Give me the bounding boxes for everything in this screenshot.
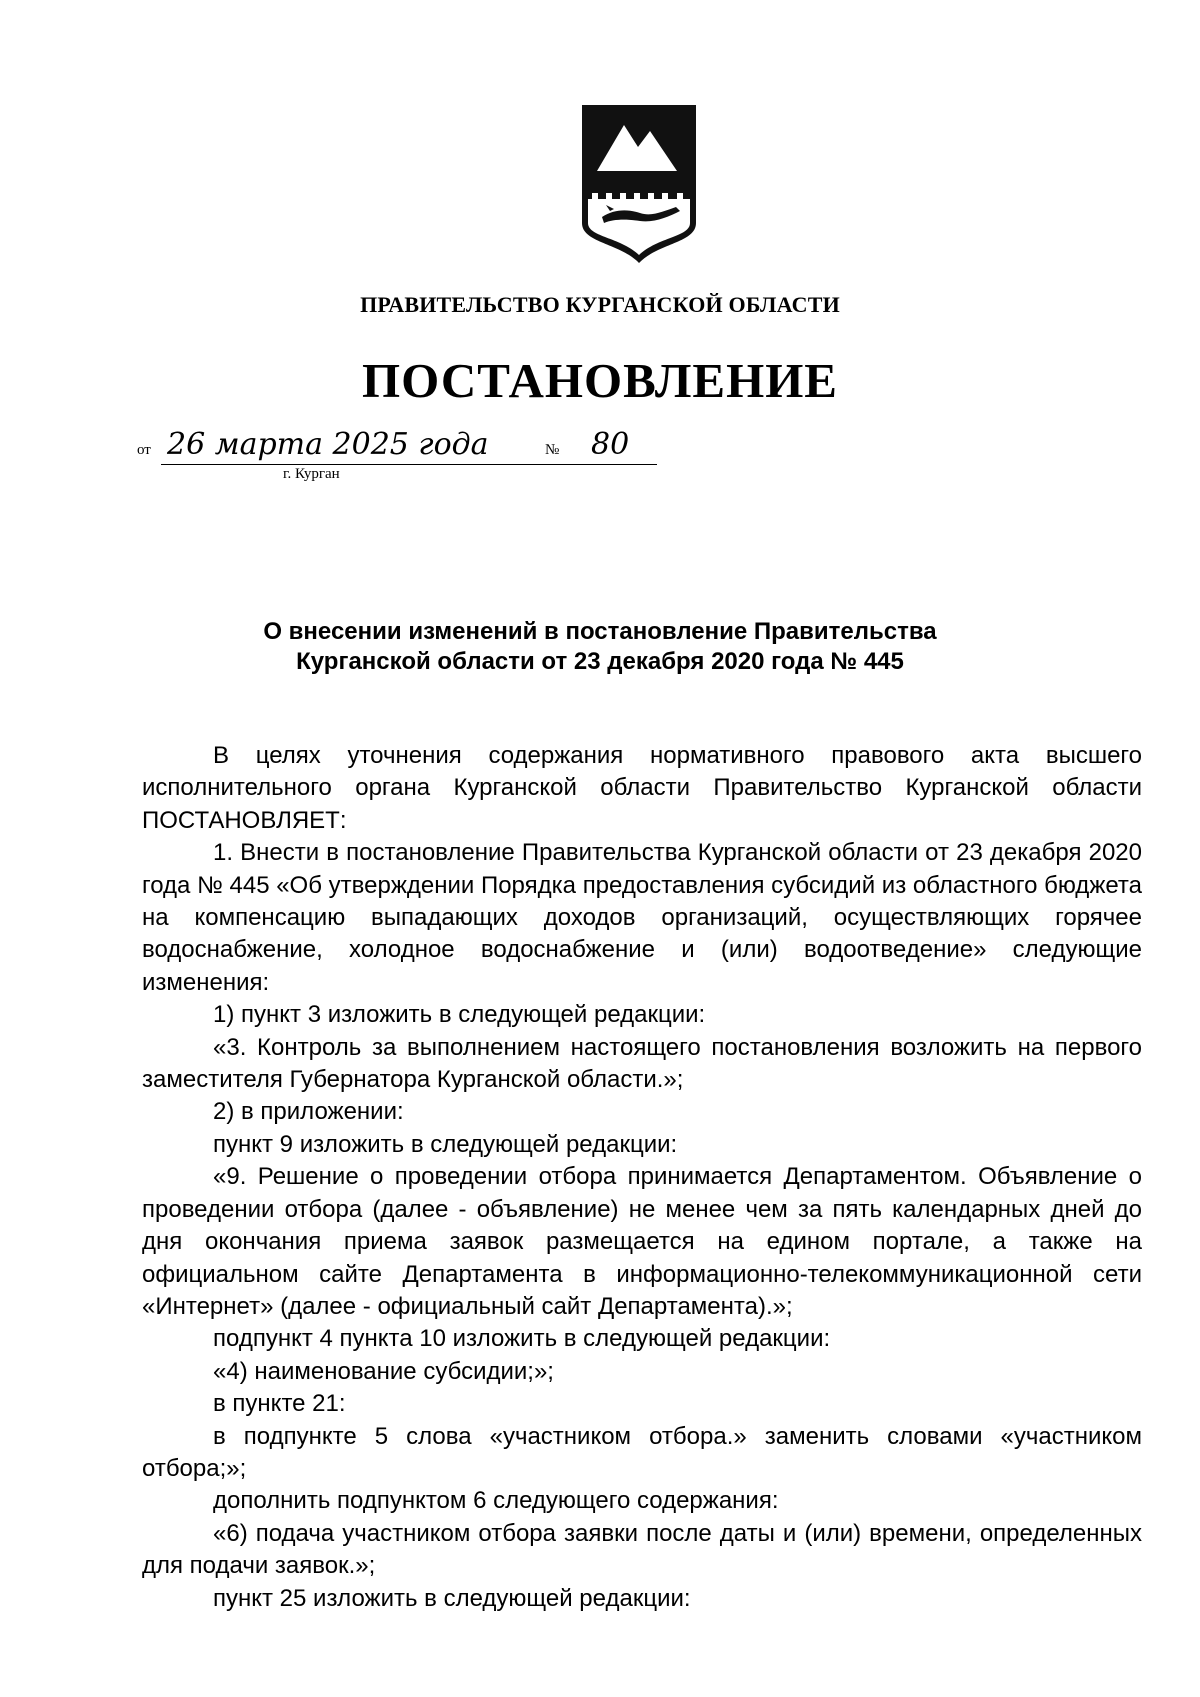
coat-of-arms-icon — [580, 105, 698, 263]
number-label: № — [545, 442, 560, 458]
date-prefix: от — [137, 442, 151, 458]
document-requisites — [137, 427, 657, 493]
paragraph: подпункт 4 пункта 10 изложить в следующей редакции: — [213, 1325, 831, 1353]
organization-name: ПРАВИТЕЛЬСТВО КУРГАНСКОЙ ОБЛАСТИ — [360, 292, 840, 317]
paragraph: «4) наименование субсидии;»; — [213, 1357, 554, 1385]
document-date: 26 марта 2025 года — [167, 427, 489, 462]
document-city: г. Курган — [283, 466, 340, 482]
document-title — [0, 617, 1200, 677]
paragraph: пункт 25 изложить в следующей редакции: — [213, 1584, 691, 1612]
paragraph: пункт 9 изложить в следующей редакции: — [213, 1130, 678, 1158]
paragraph: В целях уточнения содержания нормативного правового акта высшего исполнительного органа Курганской области Правительство Курганской области ПОСТАНОВЛЯЕТ: — [142, 742, 1142, 834]
title-line-2: Курганской области от 23 декабря 2020 года № 445 — [296, 648, 904, 675]
paragraph: 1. Внести в постановление Правительства Курганской области от 23 декабря 2020 года № 445 «Об утверждении Порядка предоставления субсидий из областного бюджета на компенсацию выпадающих доходов организаций, осуществляющих горячее водоснабжение, холодное водоснабжение и (или) водоотведение» следующие изменения: — [142, 839, 1142, 996]
document-type: ПОСТАНОВЛЕНИЕ — [362, 353, 838, 408]
paragraph: в пункте 21: — [213, 1390, 346, 1418]
paragraph: «9. Решение о проведении отбора принимается Департаментом. Объявление о проведении отбора (далее - объявление) не менее чем за пять календарных дней до дня окончания приема заявок размещается на едином портале, а также на официальном сайте Департамента в информационно-телекоммуникационной сети «Интернет» (далее - официальный сайт Департамента).»; — [142, 1163, 1142, 1320]
paragraph: «6) подача участником отбора заявки после даты и (или) времени, определенных для подачи заявок.»; — [142, 1519, 1142, 1580]
paragraph: 2) в приложении: — [213, 1098, 404, 1126]
number-underline — [573, 464, 657, 465]
document-body — [142, 740, 1142, 1615]
paragraph: в подпункте 5 слова «участником отбора.» заменить словами «участником отбора;»; — [142, 1422, 1142, 1482]
paragraph: дополнить подпунктом 6 следующего содержания: — [213, 1487, 779, 1515]
paragraph: 1) пункт 3 изложить в следующей редакции: — [213, 1001, 706, 1029]
document-number: 80 — [591, 427, 630, 462]
paragraph: «3. Контроль за выполнением настоящего постановления возложить на первого заместителя Губернатора Курганской области.»; — [142, 1033, 1142, 1094]
title-line-1: О внесении изменений в постановление Правительства — [263, 618, 937, 645]
